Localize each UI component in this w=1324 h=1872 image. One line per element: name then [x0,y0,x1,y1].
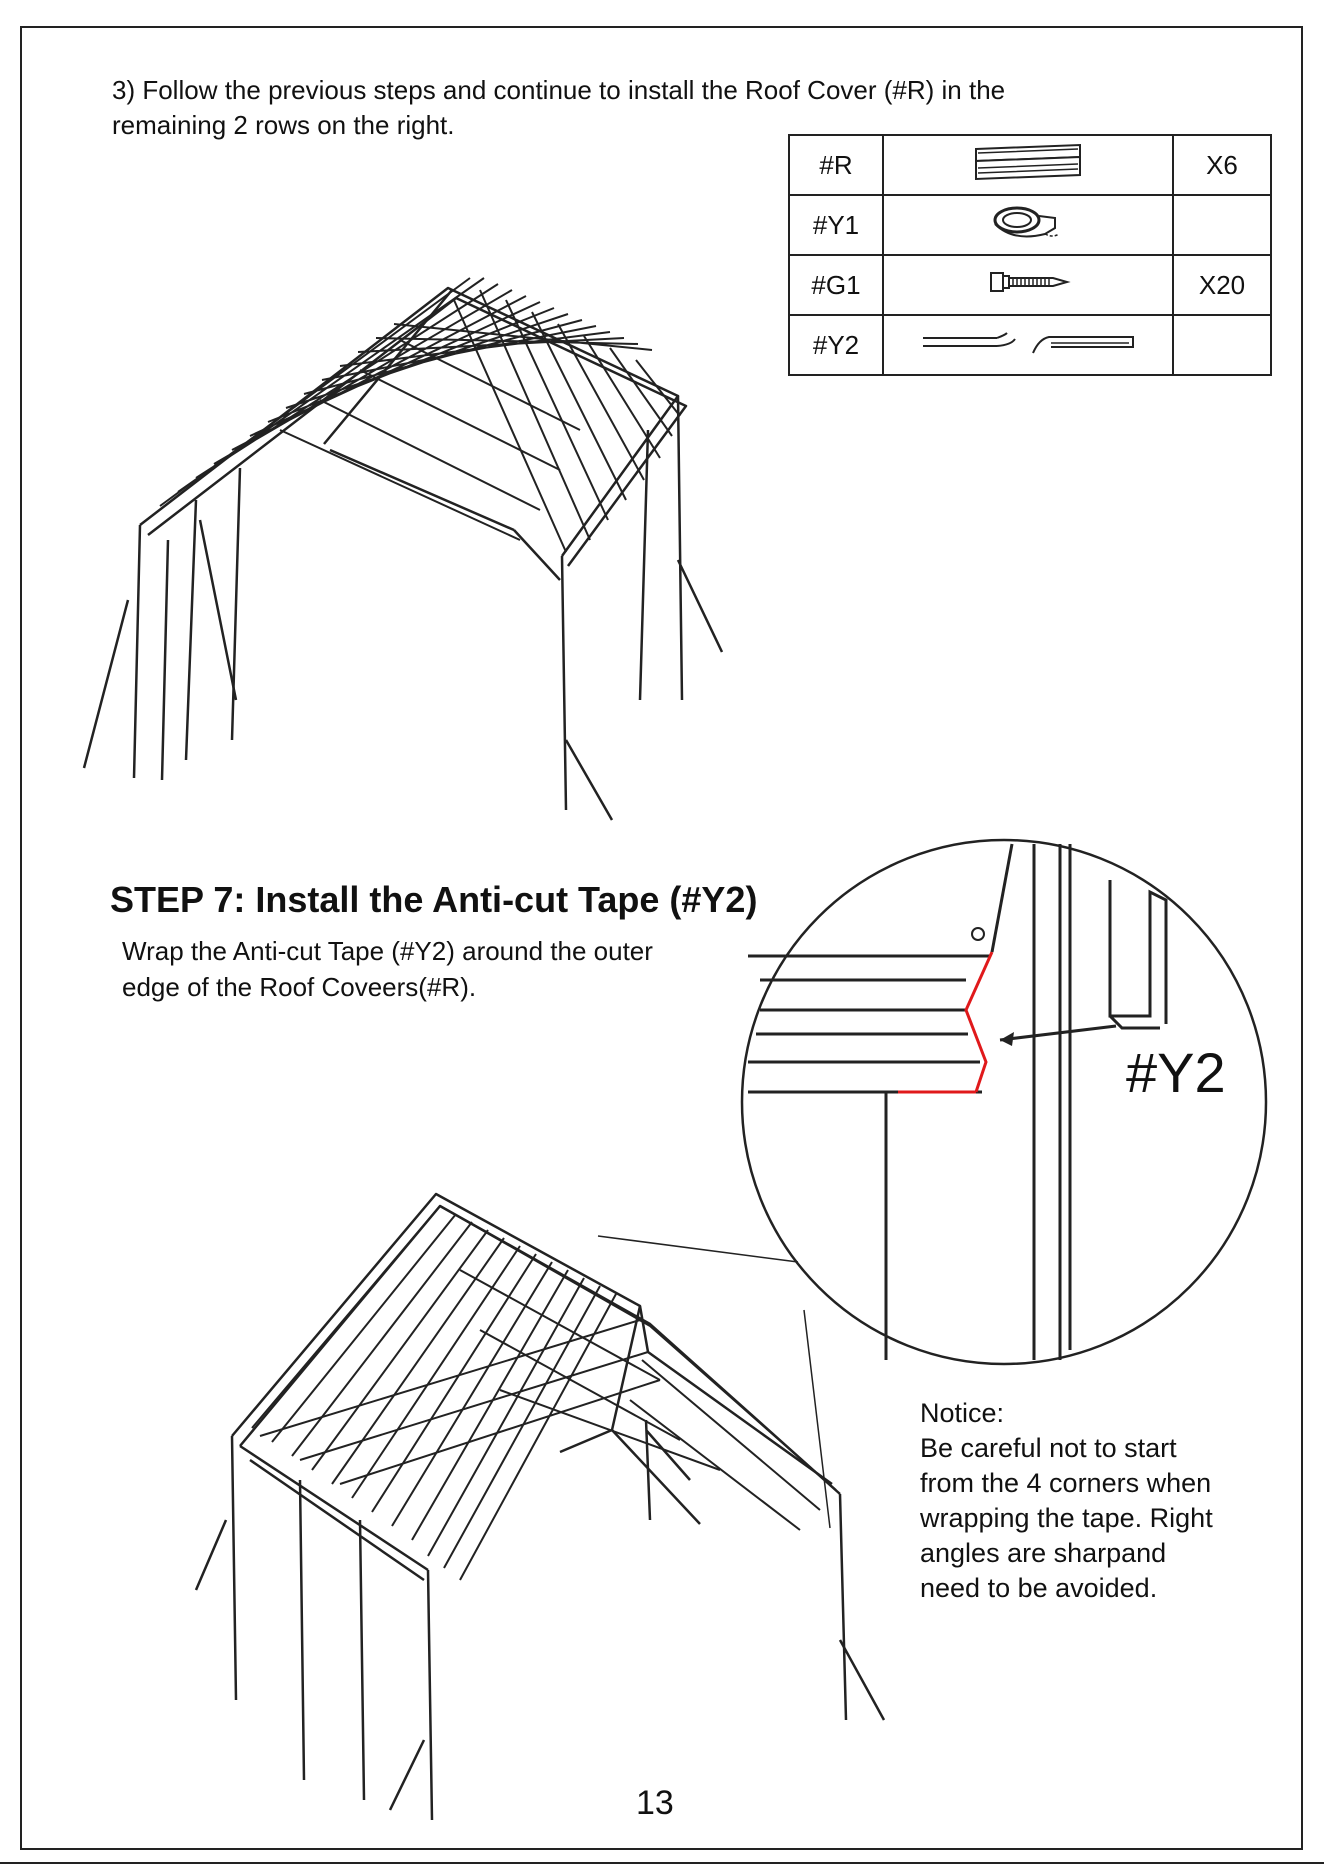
step7-text-line2: edge of the Roof Coveers(#R). [122,972,477,1002]
bottom-roof-ribs [252,1206,836,1580]
notice-line: from the 4 corners when [920,1468,1212,1498]
notice-line: angles are sharpand [920,1538,1167,1568]
part-code: #R [789,135,883,195]
notice-line: Be careful not to start [920,1433,1177,1463]
part-code: #Y1 [789,195,883,255]
page-number: 13 [636,1784,674,1822]
step7-text-line1: Wrap the Anti-cut Tape (#Y2) around the outer [122,936,653,966]
carport-top-illustration [84,278,722,820]
step6-text-line1: 3) Follow the previous steps and continue to install the Roof Cover (#R) in the [112,75,1006,105]
carport-bottom-illustration [196,1194,884,1820]
part-qty: X6 [1173,135,1271,195]
part-code: #Y2 [789,315,883,375]
part-qty: X20 [1173,255,1271,315]
step6-text-line2: remaining 2 rows on the right. [112,110,455,140]
notice-line: need to be avoided. [920,1573,1158,1603]
notice-line: wrapping the tape. Right [920,1503,1213,1533]
step7-heading: STEP 7: Install the Anti-cut Tape (#Y2) [110,879,758,920]
detail-part-label: #Y2 [1126,1041,1226,1104]
part-code: #G1 [789,255,883,315]
notice-title: Notice: [920,1398,1005,1428]
